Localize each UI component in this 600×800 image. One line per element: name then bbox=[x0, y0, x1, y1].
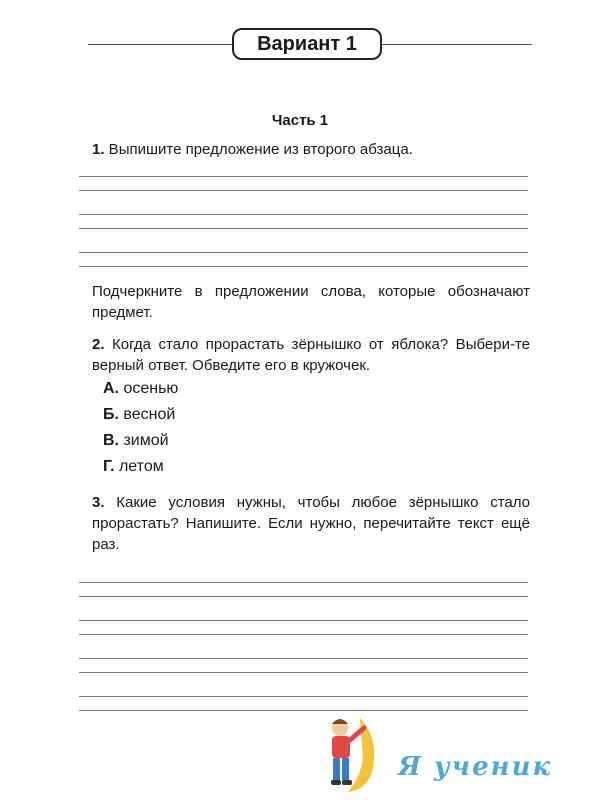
option-letter: Б. bbox=[103, 406, 119, 423]
option-text: зимой bbox=[119, 432, 169, 449]
option-text: осенью bbox=[119, 380, 179, 397]
question-1-number: 1. bbox=[92, 141, 105, 158]
option-letter: Г. bbox=[103, 458, 115, 475]
answer-option-d[interactable] bbox=[103, 458, 164, 476]
question-1 bbox=[92, 139, 532, 160]
option-letter: А. bbox=[103, 380, 119, 397]
question-2 bbox=[92, 334, 530, 376]
answer-line[interactable] bbox=[79, 228, 528, 229]
question-1-followup: Подчеркните в предложении слова, которые обозначают предмет. bbox=[92, 283, 530, 321]
answer-line[interactable] bbox=[79, 176, 528, 177]
mascot-icon bbox=[318, 710, 388, 795]
answer-option-a[interactable] bbox=[103, 380, 178, 398]
answer-option-c[interactable] bbox=[103, 432, 169, 450]
answer-line[interactable] bbox=[79, 696, 528, 697]
part-title: Часть 1 bbox=[271, 112, 329, 129]
answer-line[interactable] bbox=[79, 710, 528, 711]
question-2-text: Когда стало прорастать зёрнышко от яблока? Выбери-те верный ответ. Обведите его в кружочек. bbox=[92, 336, 530, 374]
brand-watermark: Я ученик bbox=[398, 752, 553, 782]
answer-line[interactable] bbox=[79, 582, 528, 583]
question-3 bbox=[92, 492, 530, 555]
variant-title: Вариант 1 bbox=[232, 28, 382, 60]
answer-line[interactable] bbox=[79, 190, 528, 191]
answer-line[interactable] bbox=[79, 672, 528, 673]
answer-line[interactable] bbox=[79, 214, 528, 215]
header-rule-left bbox=[88, 44, 232, 45]
question-2-number: 2. bbox=[92, 336, 105, 353]
option-letter: В. bbox=[103, 432, 119, 449]
answer-line[interactable] bbox=[79, 634, 528, 635]
answer-line[interactable] bbox=[79, 658, 528, 659]
question-3-text: Какие условия нужны, чтобы любое зёрнышко стало прорастать? Напишите. Если нужно, перечитайте текст ещё раз. bbox=[92, 494, 530, 553]
option-text: летом bbox=[114, 458, 164, 475]
answer-line[interactable] bbox=[79, 596, 528, 597]
answer-line[interactable] bbox=[79, 266, 528, 267]
option-text: весной bbox=[118, 406, 176, 423]
header-rule-right bbox=[382, 44, 532, 45]
question-1-text: Выпишите предложение из второго абзаца. bbox=[104, 141, 413, 158]
question-3-number: 3. bbox=[92, 494, 105, 511]
answer-option-b[interactable] bbox=[103, 406, 175, 424]
answer-line[interactable] bbox=[79, 620, 528, 621]
answer-line[interactable] bbox=[79, 252, 528, 253]
